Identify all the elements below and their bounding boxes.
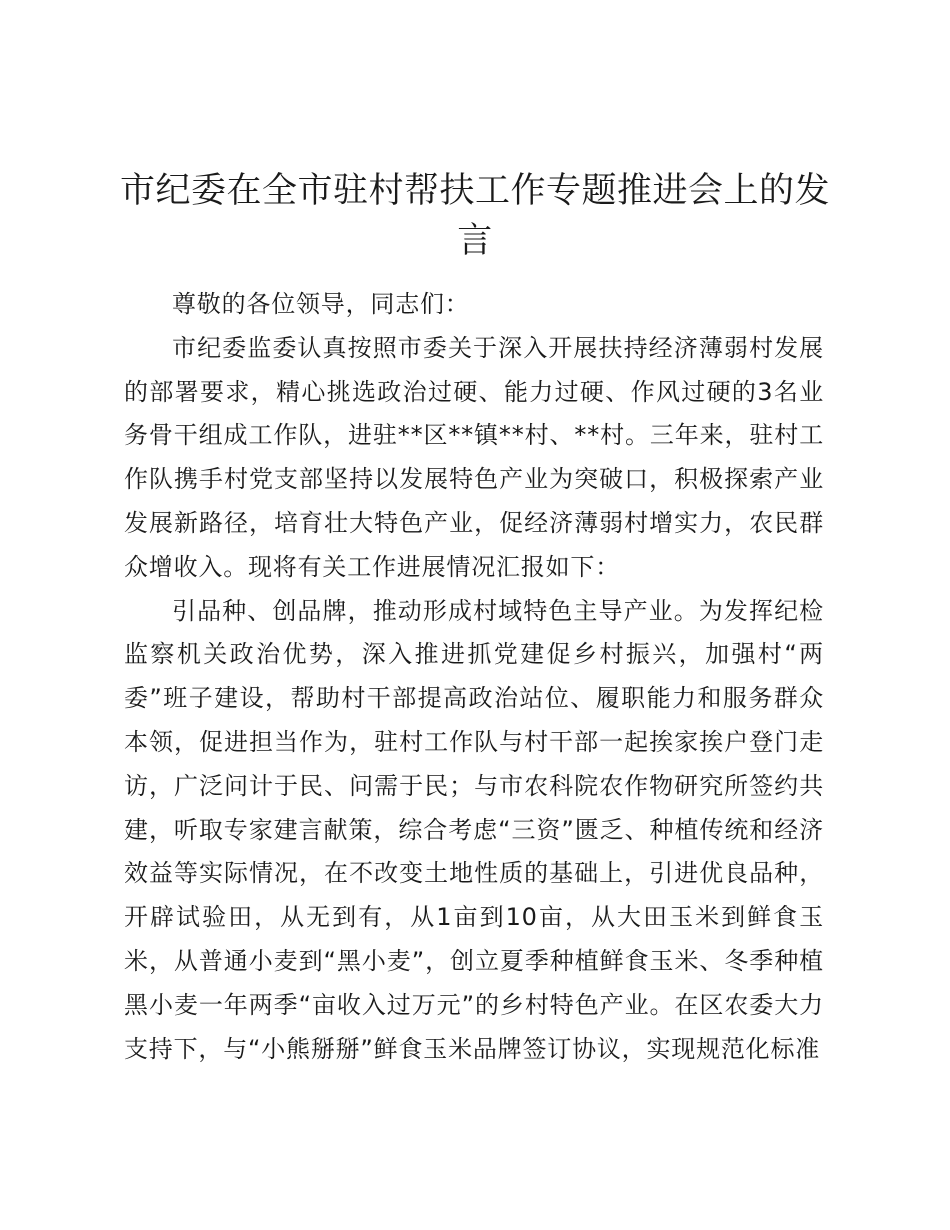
document-body [124, 283, 824, 1071]
paragraph-intro: 市纪委监委认真按照市委关于深入开展扶持经济薄弱村发展的部署要求，精心挑选政治过硬、能力过硬、作风过硬的3名业务骨干组成工作队，进驻**区**镇**村、**村。三年来，驻村工作队携手村党支部坚持以发展特色产业为突破口，积极探索产业发展新路径，培育壮大特色产业，促经济薄弱村增实力，农民群众增收入。现将有关工作进展情况汇报如下： [124, 333, 824, 581]
paragraph-industry: 引品种、创品牌，推动形成村域特色主导产业。为发挥纪检监察机关政治优势，深入推进抓党建促乡村振兴，加强村“两委”班子建设，帮助村干部提高政治站位、履职能力和服务群众本领，促进担当作为，驻村工作队与村干部一起挨家挨户登门走访，广泛问计于民、问需于民；与市农科院农作物研究所签约共建，听取专家建言献策，综合考虑“三资”匮乏、种植传统和经济效益等实际情况，在不改变土地性质的基础上，引进优良品种，开辟试验田，从无到有，从1亩到10亩，从大田玉米到鲜食玉米，从普通小麦到“黑小麦”，创立夏季种植鲜食玉米、冬季种植黑小麦一年两季“亩收入过万元”的乡村特色产业。在区农委大力支持下，与“小熊掰掰”鲜食玉米品牌签订协议，实现规范化标准 [124, 596, 824, 1063]
document-title: 市纪委在全市驻村帮扶工作专题推进会上的发言 [120, 171, 831, 261]
salutation: 尊敬的各位领导，同志们： [172, 290, 470, 318]
